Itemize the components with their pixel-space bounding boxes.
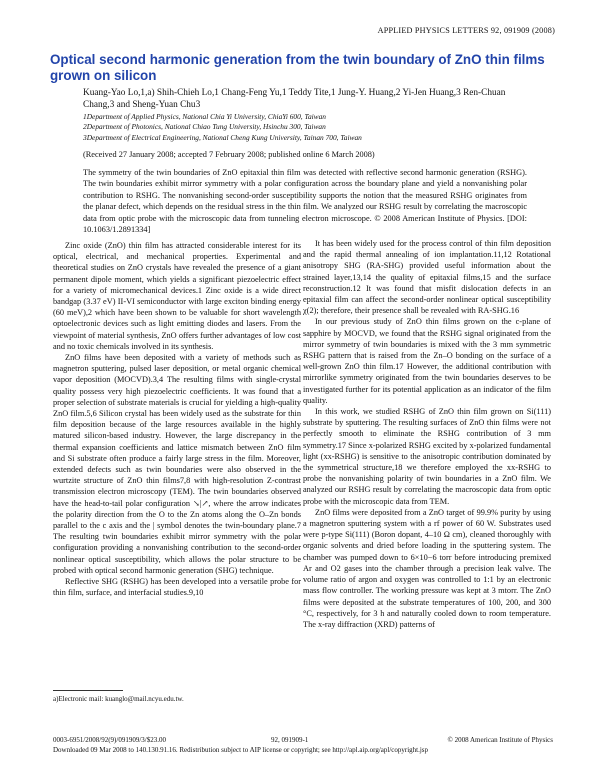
right-column [303, 238, 551, 630]
footer-issn: 0003-6951/2008/92(9)/091909/3/$23.00 [53, 736, 166, 744]
received-dates: (Received 27 January 2008; accepted 7 February 2008; published online 6 March 2008) [83, 150, 375, 159]
author-list: Kuang-Yao Lo,1,a) Shih-Chieh Lo,1 Chang-Feng Yu,1 Teddy Tite,1 Jung-Y. Huang,2 Yi-Jen Huang,3 Ren-Chuan Chang,3 and Sheng-Yuan Chu3 [83, 88, 506, 110]
download-notice: Downloaded 09 Mar 2008 to 140.130.91.16. Redistribution subject to AIP license or copyright; see http://apl.aip.org/apl/copyright.jsp [53, 746, 429, 754]
paragraph: Reflective SHG (RSHG) has been developed into a versatile probe for thin film, surface, and interfacial studies.9,10 [53, 577, 301, 598]
affiliation-2: 2Department of Photonics, National Chiao Tung University, Hsinchu 300, Taiwan [83, 122, 326, 132]
paragraph: ZnO films have been deposited with a variety of methods such as magnetron sputtering, pulsed laser deposition, or metal organic chemical vapor deposition (MOCVD).3,4 The resulting films with single-crystal quality possess very high piezoelectric coefficients. It was found that a proper selection of substrate materials is crucial for yielding a high-quality ZnO film.5,6 Silicon crystal has been widely used as the substrate for thin film deposition because of the large resources available in the highly matured silicon-based industry. However, the large discrepancy in the thermal expansion coefficients and lattice mismatch between ZnO film and Si substrate often produce a fairly large stress in the film. Moreover, extended defects such as twin boundaries were also observed in the wurtzite structure of ZnO thin films7,8 with high-resolution Z-contrast transmission electron microscopy (TEM). The twin boundaries observed have the head-to-tail polar configuration ↘|↗, where the arrow indicates the polarity direction from the O to the Zn atoms along the O–Zn bonds parallel to the c axis and the | symbol denotes the twin-boundary plane.7 The resulting twin boundaries exhibit mirror symmetry with the polar configuration providing a nonvanishing contribution to the second-order nonlinear optical susceptibility, which allows the polar structure to be probed with optical second harmonic generation (SHG) technique. [53, 353, 301, 575]
affiliation-3: 3Department of Electrical Engineering, National Cheng Kung University, Tainan 700, Taiwan [83, 132, 362, 142]
footnote-divider [53, 690, 123, 691]
affiliations [83, 112, 523, 143]
abstract: The symmetry of the twin boundaries of ZnO epitaxial thin film was detected with reflective second harmonic generation (RSHG). The twin boundaries exhibit mirror symmetry with a polar configuration across the boundary plane and yield a nonvanishing polar contribution to RSHG. The nonvanishing second-order susceptibility supports the notion that the measured RSHG originates from the planar defect, which depends on the residual stress in the thin film. We analyzed our RSHG result by correlating the macroscopic data from optic probe with the microscopic data from tunneling electron microscope. © 2008 American Institute of Physics. [DOI: 10.1063/1.2891334] [83, 168, 527, 235]
paragraph: ZnO films were deposited from a ZnO target of 99.9% purity by using a magnetron sputtering system with a rf power of 60 W. Substrates used were p-type Si(111) (Boron dopant, 4–10 Ω cm), cleaned thoroughly with organic solvents and dried before loading in the sputtering system. The chamber was pumped down to 6×10−6 torr before introducing premixed Ar and O2 gases into the chamber through a precision leak valve. The volume ratio of argon and oxygen was controlled to 1:1 by an electronic mass flow controller. The working pressure was kept at 3 mtorr. The ZnO films were deposited at the substrate temperatures of 100, 200, and 300 °C, respectively, for 3 h and naturally cooled down to room temperature. The x-ray diffraction (XRD) patterns of [303, 507, 551, 629]
paragraph: In our previous study of ZnO thin films grown on the c-plane of sapphire by MOCVD, we found that the RSHG signal originated from the mirror symmetry of twin boundaries is mixed with the 3 mm symmetric RSHG pattern that is raised from the Zn–O bonding on the surface of a well-grown ZnO thin film.17 However, the additional contribution with mirrorlike symmetry originated from the twin boundaries deserves to be investigated further for its potential application as an indicator of the film quality. [303, 317, 551, 405]
journal-header: APPLIED PHYSICS LETTERS 92, 091909 (2008) [377, 26, 555, 35]
footer-copyright: © 2008 American Institute of Physics [447, 736, 553, 744]
paragraph: It has been widely used for the process control of thin film deposition and the rapid thermal annealing of ion implantation.11,12 Rotational anisotropy SHG (RA-SHG) provided useful information about the strained layer,13,14 the quality of epitaxial films,15 and the surface reconstruction.12 It was found that misfit dislocation defects in an epitaxial film can affect the second-order nonlinear optical susceptibility χ(2); therefore, their presence shall be revealed with RA-SHG.16 [303, 239, 551, 316]
paragraph: Zinc oxide (ZnO) thin film has attracted considerable interest for its optical, electrical, and mechanical properties. Experimental and theoretical studies on ZnO crystals have revealed the presence of a giant permanent dipole moment, which yields a significant piezoelectric effect for a variety of micromechanical devices.1 Zinc oxide is a wide direct bandgap (3.37 eV) II-VI semiconductor with large exciton binding energy (60 meV),2 which have been shown to be valuable for short wavelength optoelectronic devices such as light emitting diodes and lasers. From the viewpoint of material synthesis, ZnO offers further advantages of low cost and no toxic chemicals involved in its synthesis. [53, 241, 301, 351]
left-column [53, 240, 301, 599]
paper-title: Optical second harmonic generation from the twin boundary of ZnO thin films grown on silicon [50, 52, 545, 83]
paragraph: In this work, we studied RSHG of ZnO thin film grown on Si(111) substrate by sputtering. The resulting surfaces of ZnO thin films were not perfectly smooth to eliminate the RSHG contribution of 3 mm symmetry.17 Since x-polarized RSHG excited by x-polarized fundamental light (xx-RSHG) is sensitive to the anisotropic contribution dominated by the symmetrical structure,18 we therefore employed the xx-RSHG to probe the nonvanishing polarity of twin boundaries in a ZnO film. We analyzed our RSHG result by correlating the macroscopic data from optic probe with the microscopic data from TEM. [303, 407, 551, 506]
footer-page: 92, 091909-1 [271, 736, 309, 744]
footnote: a)Electronic mail: kuanglo@mail.ncyu.edu.tw. [53, 695, 184, 703]
affiliation-1: 1Department of Applied Physics, National Chia Yi University, ChiaYi 600, Taiwan [83, 112, 327, 121]
